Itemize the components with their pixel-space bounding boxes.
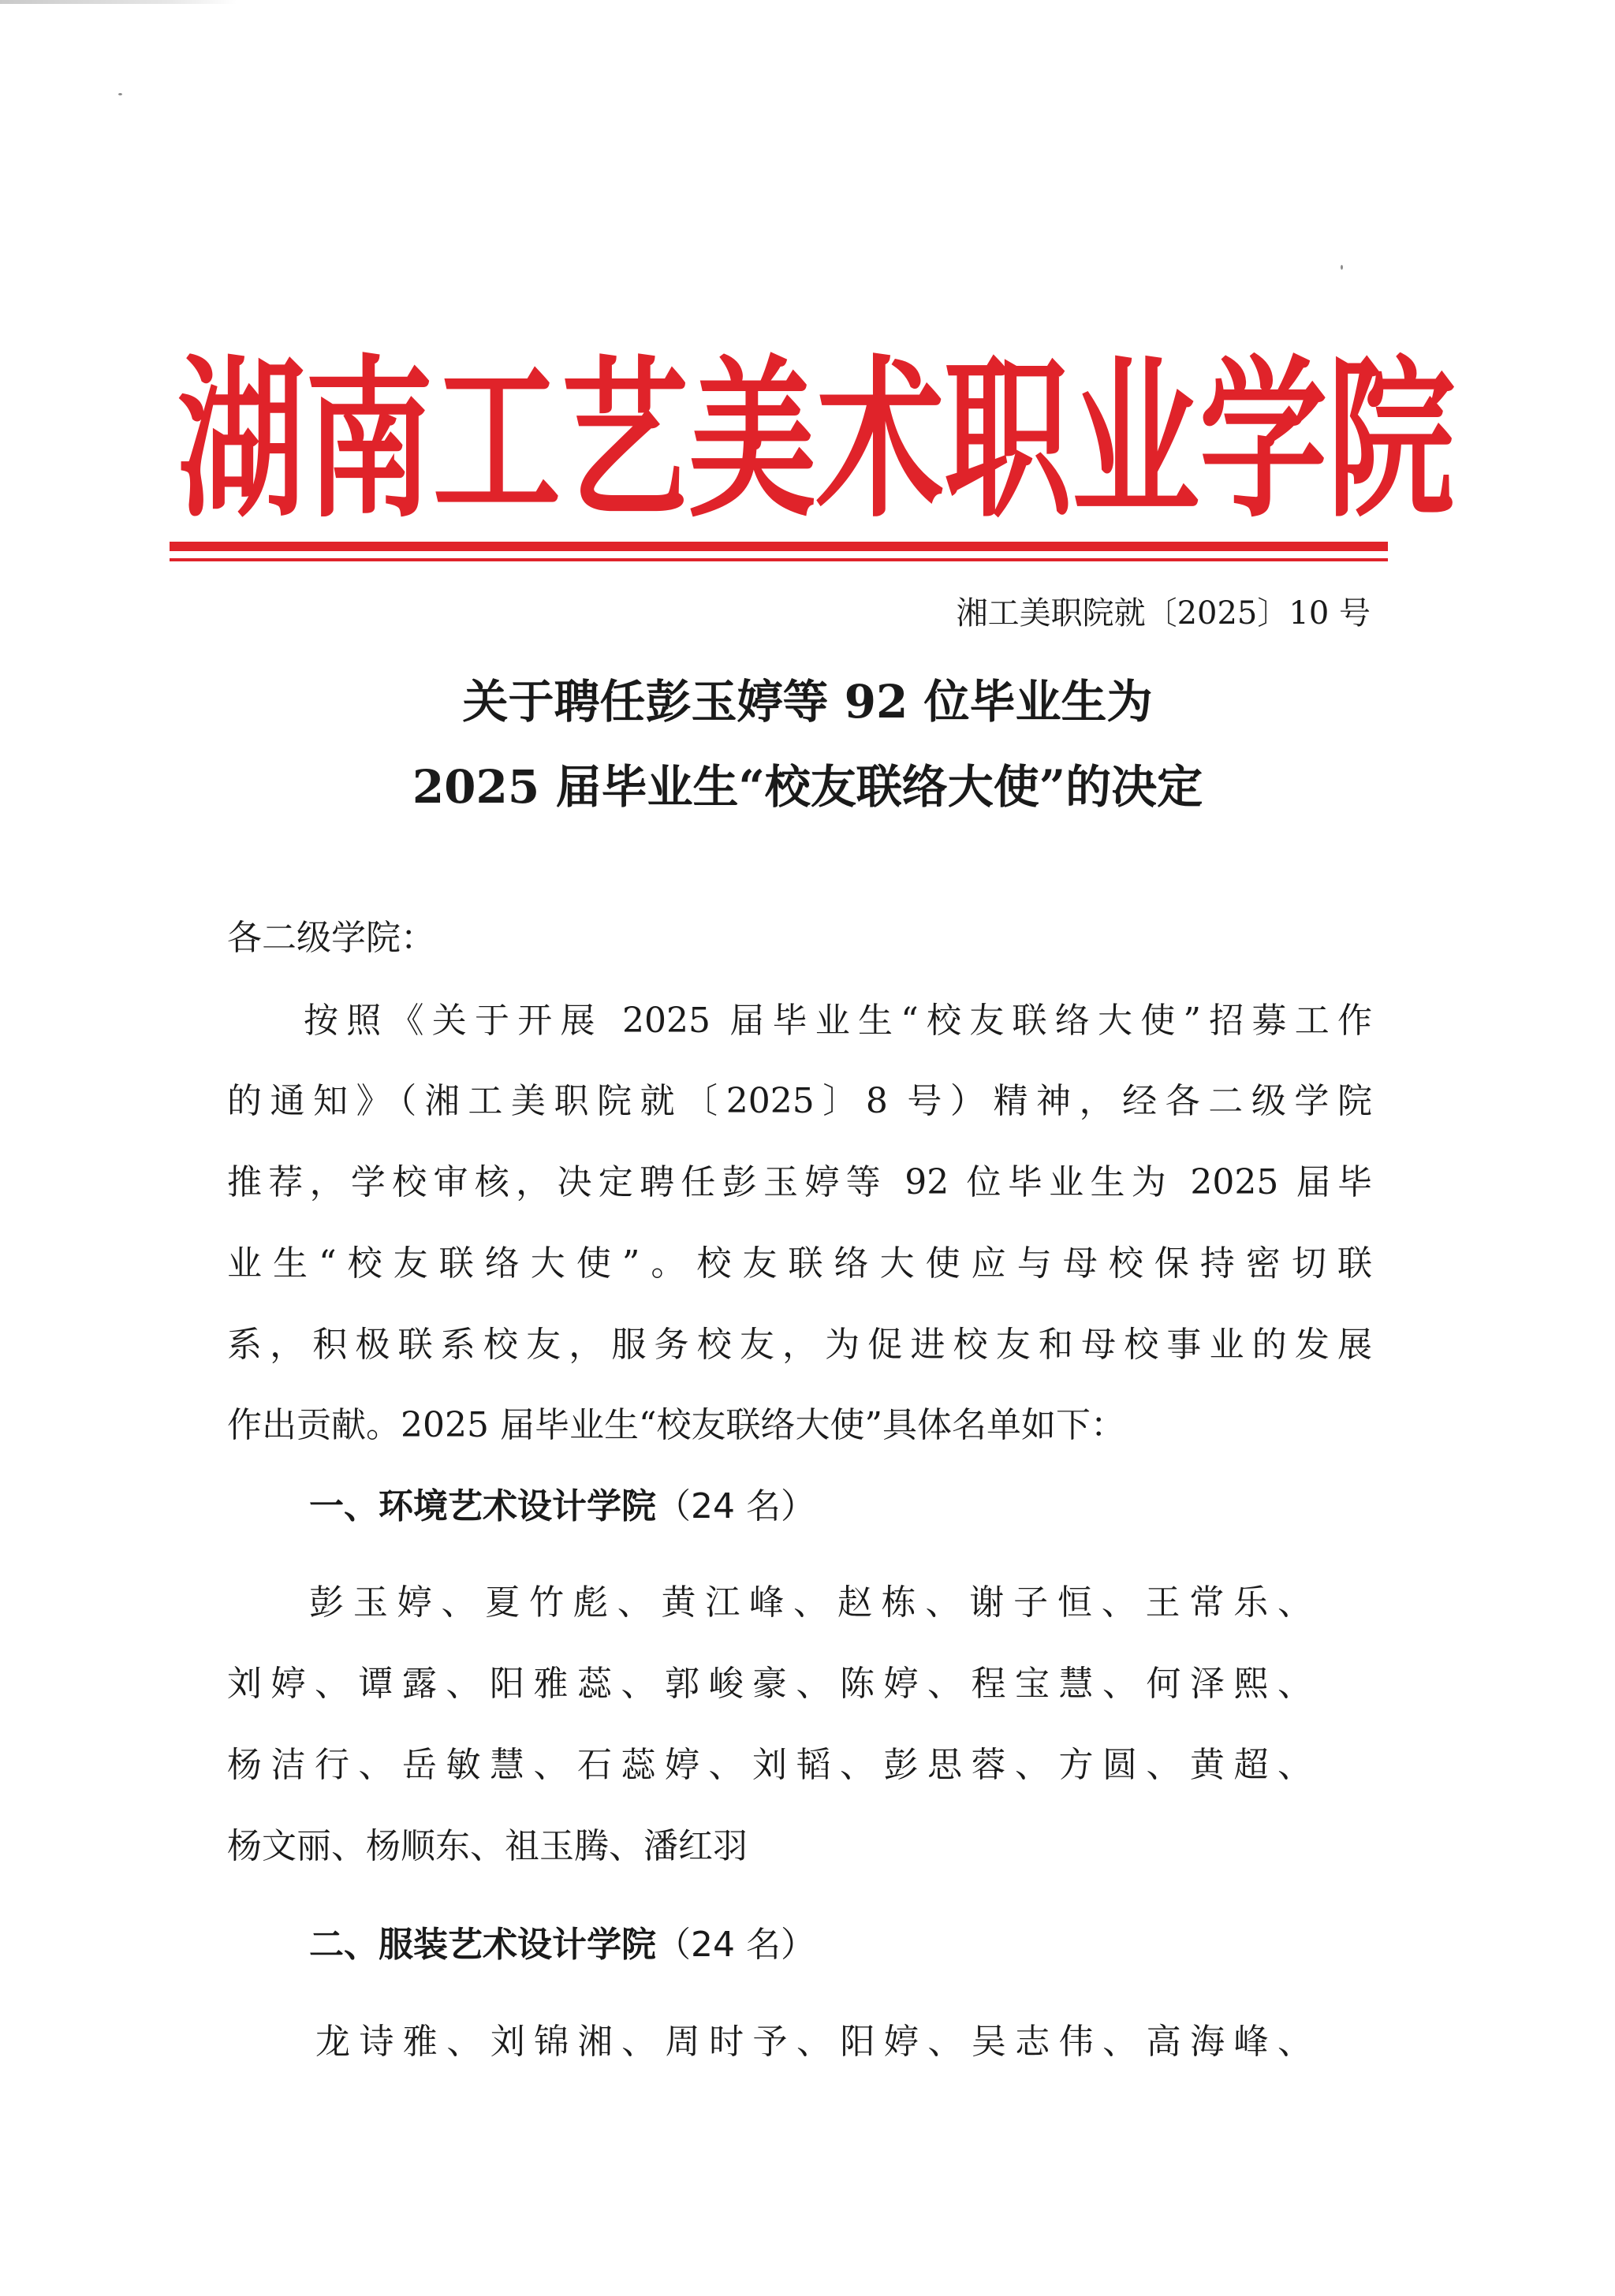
scan-speck xyxy=(1341,265,1343,270)
letterhead-char: 职 xyxy=(944,341,1072,542)
institution-letterhead xyxy=(177,314,1455,569)
letterhead-char: 美 xyxy=(688,341,816,542)
name-list-line: 彭玉婷、夏竹彪、黄江峰、赵栋、谢子恒、王常乐、 xyxy=(309,1582,1312,1623)
body-text-line: 按照《关于开展 2025 届毕业生“校友联络大使”招募工作 xyxy=(304,1001,1372,1041)
body-text-line: 作出贡献。2025 届毕业生“校友联络大使”具体名单如下： xyxy=(227,1405,1125,1445)
body-text-line: 系，积极联系校友，服务校友，为促进校友和母校事业的发展 xyxy=(227,1325,1372,1365)
name-list-line: 杨文丽、杨顺东、祖玉腾、潘红羽 xyxy=(227,1826,748,1866)
section-count: （24 名） xyxy=(656,1486,815,1526)
salutation: 各二级学院： xyxy=(227,918,435,958)
body-text-line: 业生“校友联络大使”。校友联络大使应与母校保持密切联 xyxy=(227,1243,1372,1284)
section-count: （24 名） xyxy=(656,1925,815,1965)
section-heading xyxy=(309,1479,815,1534)
body-text-line: 的通知》（湘工美职院就〔2025〕8 号）精神，经各二级学院 xyxy=(227,1081,1372,1121)
letterhead-char: 术 xyxy=(816,341,944,542)
section-heading-label: 一、环境艺术设计学院 xyxy=(309,1486,656,1526)
letterhead-divider-thin xyxy=(170,558,1388,561)
scan-speck xyxy=(118,93,122,95)
letterhead-char: 湖 xyxy=(177,341,305,542)
letterhead-char: 工 xyxy=(433,341,561,542)
letterhead-divider-thick xyxy=(170,542,1388,551)
section-heading-label: 二、服装艺术设计学院 xyxy=(309,1925,656,1965)
name-list-line: 刘婷、谭露、阳雅蕊、郭峻豪、陈婷、程宝慧、何泽熙、 xyxy=(227,1664,1312,1704)
letterhead-char: 南 xyxy=(305,341,433,542)
letterhead-char: 院 xyxy=(1327,341,1455,542)
name-list-line: 龙诗雅、刘锦湘、周时予、阳婷、吴志伟、高海峰、 xyxy=(315,2022,1312,2062)
section-heading xyxy=(309,1918,815,1973)
document-title-line-2: 2025 届毕业生“校友联络大使”的决定 xyxy=(412,760,1203,814)
body-text-line: 推荐，学校审核，决定聘任彭玉婷等 92 位毕业生为 2025 届毕 xyxy=(227,1162,1372,1202)
letterhead-char: 业 xyxy=(1072,341,1199,542)
letterhead-char: 学 xyxy=(1199,341,1327,542)
scan-edge-artifact xyxy=(0,0,237,4)
letterhead-char: 艺 xyxy=(561,341,688,542)
name-list-line: 杨洁行、岳敏慧、石蕊婷、刘韬、彭思蓉、方圆、黄超、 xyxy=(227,1745,1312,1785)
document-title-line-1: 关于聘任彭玉婷等 92 位毕业生为 xyxy=(462,675,1153,729)
document-number: 湘工美职院就〔2025〕10 号 xyxy=(956,595,1371,632)
